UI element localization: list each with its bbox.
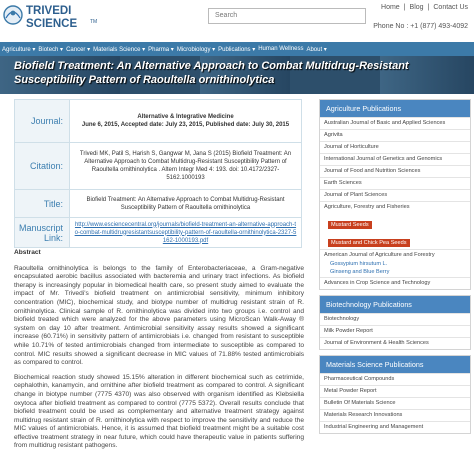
sidebar-item[interactable]: Agriculture, Forestry and Fisheries — [320, 201, 470, 213]
sidebar-item[interactable]: American Journal of Agriculture and Forestry — [320, 249, 470, 261]
page-title: Biofield Treatment: An Alternative Approach to Combat Multidrug-Resistant Susceptibility Pattern of Raoultella ornithinolytica — [14, 60, 409, 86]
separator: | — [427, 4, 430, 11]
title-banner — [0, 56, 474, 94]
contact-link[interactable]: Contact Us — [433, 4, 468, 11]
citation-text: Trivedi MK, Patil S, Harish S, Gangwar M, Jana S (2015) Biofield Treatment: An Alternative Approach to Combat Multidrug-Resistant Susceptibility Pattern of Raoultella ornithinolytica . Altern Integr Med 4: 193. doi: 10.4172/2327-5162.1000193 — [70, 143, 302, 190]
materials-science-publications-header[interactable]: Materials Science Publications — [320, 356, 470, 373]
highlight-group — [320, 213, 470, 249]
citation-label: Citation: — [15, 143, 70, 190]
trivedi-science-logo[interactable] — [2, 2, 122, 38]
svg-text:TM: TM — [90, 19, 98, 25]
article-info-table — [14, 99, 302, 248]
journal-details — [70, 100, 302, 143]
abstract-paragraph-2: Biochemical reaction study showed 15.15% alteration in different biochemical such as cetrimide, cephalothin, kanamycin, and ornithine after biofield treatment as compared to control. A significant change in biotype number (7775 4370) was also observed with organism identified as Klebsiella oxytoca after biofield treatment as compared to control (7775 5372). Overall results conclude that biofield treatment could be used as complementary and alternative treatment strategy against multidrug resistant strain of R. ornithinolytica with respect to improve the sensitivity and reduce the MIC values of antimicrobials. Hence, it is assumed that biofield treatment might be a suitable cost effective treatment strategy in near future, which could have therapeutic value in patients suffering from multidrug resistant pathogens. — [14, 373, 304, 450]
sidebar-item[interactable]: Materials Research Innovations — [320, 409, 470, 421]
home-link[interactable]: Home — [381, 4, 400, 11]
nav-about[interactable]: About ▾ — [306, 46, 327, 53]
highlight-link[interactable]: Mustard and Chick Pea Seeds — [328, 239, 410, 247]
sidebar-item[interactable]: Industrial Engineering and Management — [320, 421, 470, 433]
biotechnology-publications-box — [319, 295, 471, 350]
site-header — [0, 0, 474, 42]
nav-microbiology[interactable]: Microbiology ▾ — [176, 46, 216, 53]
highlight-link[interactable]: Mustard Seeds — [328, 221, 372, 229]
sub-item-label[interactable]: Ginseng and Blue Berry — [330, 269, 390, 275]
manuscript-link[interactable]: http://www.esciencecentral.org/journals/biofield-treatment-an-alternative-approach-to-combat-multidrugresistantsusceptibility-pattern-of-raoultella-ornithinolytica-2327-5162-1000193.pdf — [70, 218, 302, 248]
nav-agriculture[interactable]: Agriculture ▾ — [2, 46, 36, 53]
title-text: Biofield Treatment: An Alternative Approach to Combat Multidrug-Resistant Susceptibility Pattern of Raoultella ornithinolytica — [70, 190, 302, 218]
sidebar-item[interactable]: Metal Powder Report — [320, 385, 470, 397]
agriculture-publications-header[interactable]: Agriculture Publications — [320, 100, 470, 117]
svg-text:SCIENCE: SCIENCE — [26, 18, 78, 30]
sidebar-item[interactable]: Journal of Horticulture — [320, 141, 470, 153]
abstract-heading: Abstract — [14, 249, 41, 256]
blog-link[interactable]: Blog — [409, 4, 424, 11]
sidebar-item[interactable]: Journal of Environment & Health Sciences — [320, 337, 470, 349]
nav-publications[interactable]: Publications ▾ — [218, 46, 256, 53]
search-input[interactable]: Search — [208, 8, 366, 24]
nav-biotech[interactable]: Biotech ▾ — [38, 46, 64, 53]
sidebar-item[interactable]: Journal of Food and Nutrition Sciences — [320, 165, 470, 177]
sub-item[interactable] — [320, 261, 470, 269]
sidebar-item[interactable]: Advances in Crop Science and Technology — [320, 277, 470, 289]
biotechnology-publications-header[interactable]: Biotechnology Publications — [320, 296, 470, 313]
nav-human-wellness[interactable]: Human Wellness — [258, 46, 304, 52]
separator: | — [403, 4, 406, 11]
main-nav — [0, 42, 474, 56]
journal-dates: June 6, 2015, Accepted date: July 23, 2015, Published date: July 30, 2015 — [81, 122, 290, 128]
title-label: Title: — [15, 190, 70, 218]
abstract-paragraph-1: Raoultella ornithinolytica is belongs to the family of Enterobacteriaceae, a Gram-negative encapsulated aerobic bacillus associated with bacteremia and urinary tract infections. As biofield therapy is increasingly popular in biomedical health care, so present study aimed to evaluate the impact of Mr. Trivedi's biofield treatment on antimicrobial sensitivity, minimum inhibitory concentration (MIC), biochemical study, and biotype number of multidrug resistant strain of R. ornithinolytica. Clinical sample of R. ornithinolytica was divided into two groups i.e. control and biofield treated which were analyzed for the above parameters using MicroScan Walk-Away ® system on day 10 after treatment. Antimicrobial sensitivity assay results showed a significant increase (60.71%) in sensitivity pattern of antimicrobials i.e. changed from resistant to susceptible while 10.71% of tested antimicrobials changed from intermediate to susceptible as compared to control. MIC results showed a significant decrease in MIC values of 71.88% tested antimicrobials as compared to control. — [14, 264, 304, 367]
nav-cancer[interactable]: Cancer ▾ — [66, 46, 91, 53]
sub-item-label[interactable]: Gossypium hirsutum L. — [330, 261, 388, 267]
sidebar-item[interactable]: Agrivita — [320, 129, 470, 141]
sidebar-item[interactable]: Bulletin Of Materials Science — [320, 397, 470, 409]
sidebar-item[interactable]: Milk Powder Report — [320, 325, 470, 337]
journal-name: Alternative & Integrative Medicine — [137, 114, 234, 120]
materials-science-publications-box — [319, 355, 471, 434]
manuscript-label: Manuscript Link: — [15, 218, 70, 248]
agriculture-publications-box — [319, 99, 471, 290]
sidebar-item[interactable]: Australian Journal of Basic and Applied Sciences — [320, 117, 470, 129]
nav-materials-science[interactable]: Materials Science ▾ — [93, 46, 146, 53]
sidebar-item[interactable]: International Journal of Genetics and Genomics — [320, 153, 470, 165]
sidebar — [319, 99, 471, 439]
sidebar-item[interactable]: Earth Sciences — [320, 177, 470, 189]
top-links — [381, 4, 468, 11]
sidebar-item[interactable]: Pharmaceutical Compounds — [320, 373, 470, 385]
svg-text:TRIVEDI: TRIVEDI — [26, 5, 72, 17]
journal-label: Journal: — [15, 100, 70, 143]
abstract-section — [14, 249, 304, 457]
sidebar-item[interactable]: Journal of Plant Sciences — [320, 189, 470, 201]
nav-pharma[interactable]: Pharma ▾ — [148, 46, 174, 53]
phone-number: Phone No : +1 (877) 493-4092 — [373, 23, 468, 30]
sub-item[interactable] — [320, 269, 470, 277]
sidebar-item[interactable]: Biotechnology — [320, 313, 470, 325]
